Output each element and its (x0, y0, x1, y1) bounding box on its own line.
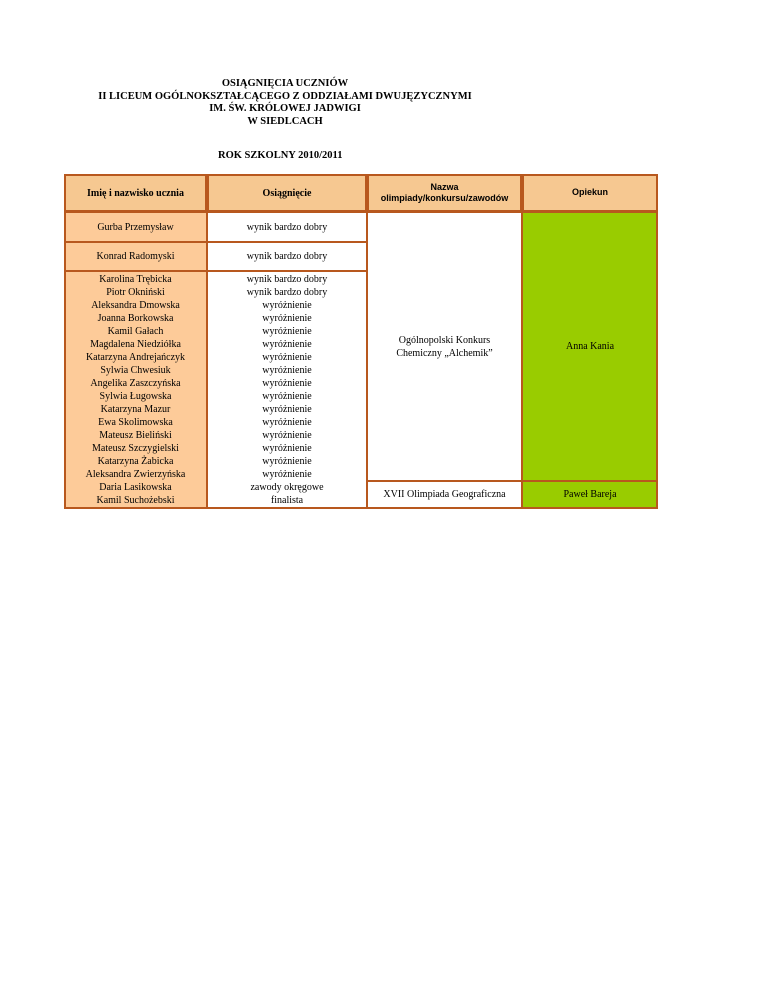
achievement-item: wyróżnienie (262, 430, 312, 441)
achievement-item: wynik bardzo dobry (246, 287, 328, 298)
student-name: Daria Lasikowska (99, 482, 172, 493)
header-line-3: IM. ŚW. KRÓLOWEJ JADWIGI (209, 103, 361, 114)
achievement-item: finalista (270, 495, 304, 506)
student-name: Mateusz Szczygielski (92, 443, 179, 454)
student-name: Mateusz Bieliński (99, 430, 172, 441)
table-cell-achievement: wynik bardzo dobry (207, 212, 367, 242)
student-name: Katarzyna Andrejańczyk (85, 352, 186, 363)
competition-line-2: Chemiczny „Alchemik” (396, 347, 493, 359)
column-header-achievement: Osiągnięcie (207, 174, 367, 212)
achievement-item: wyróżnienie (262, 339, 312, 350)
student-name: Katarzyna Żabicka (97, 456, 174, 467)
supervisor-cell-2: Paweł Bareja (522, 481, 658, 508)
school-year: ROK SZKOLNY 2010/2011 (218, 150, 343, 161)
header-line-4: W SIEDLCACH (247, 115, 323, 127)
column-header-competition (367, 174, 522, 212)
student-name: Piotr Okniński (106, 287, 165, 298)
table-cell-achievement: wynik bardzo dobry (207, 242, 367, 271)
achievement-item: wyróżnienie (262, 404, 312, 415)
competition-cell-geography: XVII Olimpiada Geograficzna (367, 481, 522, 508)
achievement-item: wynik bardzo dobry (246, 274, 328, 285)
header-line-2: II LICEUM OGÓLNOKSZTAŁCĄCEGO Z ODDZIAŁAMI DWUJĘZYCZNYMI (98, 90, 472, 102)
table-cell-name: Konrad Radomyski (64, 242, 207, 271)
student-name: Kamil Gałach (107, 326, 164, 337)
supervisor-cell-1: Anna Kania (522, 212, 658, 481)
column-header-name: Imię i nazwisko ucznia (64, 174, 207, 212)
header-line-1: OSIĄGNIĘCIA UCZNIÓW (221, 78, 349, 89)
column-header-supervisor: Opiekun (522, 174, 658, 212)
student-name: Angelika Zaszczyńska (90, 378, 181, 389)
student-name: Magdalena Niedziółka (90, 339, 181, 350)
achievement-item: wyróżnienie (262, 456, 312, 467)
student-name: Sylwia Ługowska (99, 391, 172, 402)
student-name: Sylwia Chwesiuk (100, 365, 171, 376)
student-name: Joanna Borkowska (97, 313, 174, 324)
achievement-item: wyróżnienie (262, 378, 312, 389)
achievement-item: wyróżnienie (262, 352, 312, 363)
achievement-item: wyróżnienie (262, 313, 312, 324)
achievement-item: wyróżnienie (262, 300, 312, 311)
student-name: Aleksandra Zwierzyńska (85, 469, 186, 480)
competition-cell-chemistry (367, 212, 522, 481)
document-header (70, 78, 500, 128)
achievement-item: zawody okręgowe (250, 482, 324, 493)
achievement-item: wyróżnienie (262, 469, 312, 480)
achievement-item: wyróżnienie (262, 365, 312, 376)
column-header-competition-line-1: Nazwa (430, 181, 459, 192)
achievement-item: wyróżnienie (262, 417, 312, 428)
achievement-item: wyróżnienie (262, 391, 312, 402)
column-header-competition-line-2: olimpiady/konkursu/zawodów (380, 193, 509, 203)
student-names-list (64, 271, 207, 508)
student-name: Aleksandra Dmowska (91, 300, 180, 311)
achievements-list (207, 271, 367, 508)
student-name: Karolina Trębicka (99, 274, 172, 285)
student-name: Ewa Skolimowska (98, 417, 173, 428)
student-name: Kamil Suchożebski (96, 495, 175, 506)
competition-line-1: Ogólnopolski Konkurs (398, 334, 491, 346)
student-name: Katarzyna Mazur (100, 404, 171, 415)
table-cell-name: Gurba Przemysław (64, 212, 207, 242)
achievement-item: wyróżnienie (262, 326, 312, 337)
achievement-item: wyróżnienie (262, 443, 312, 454)
